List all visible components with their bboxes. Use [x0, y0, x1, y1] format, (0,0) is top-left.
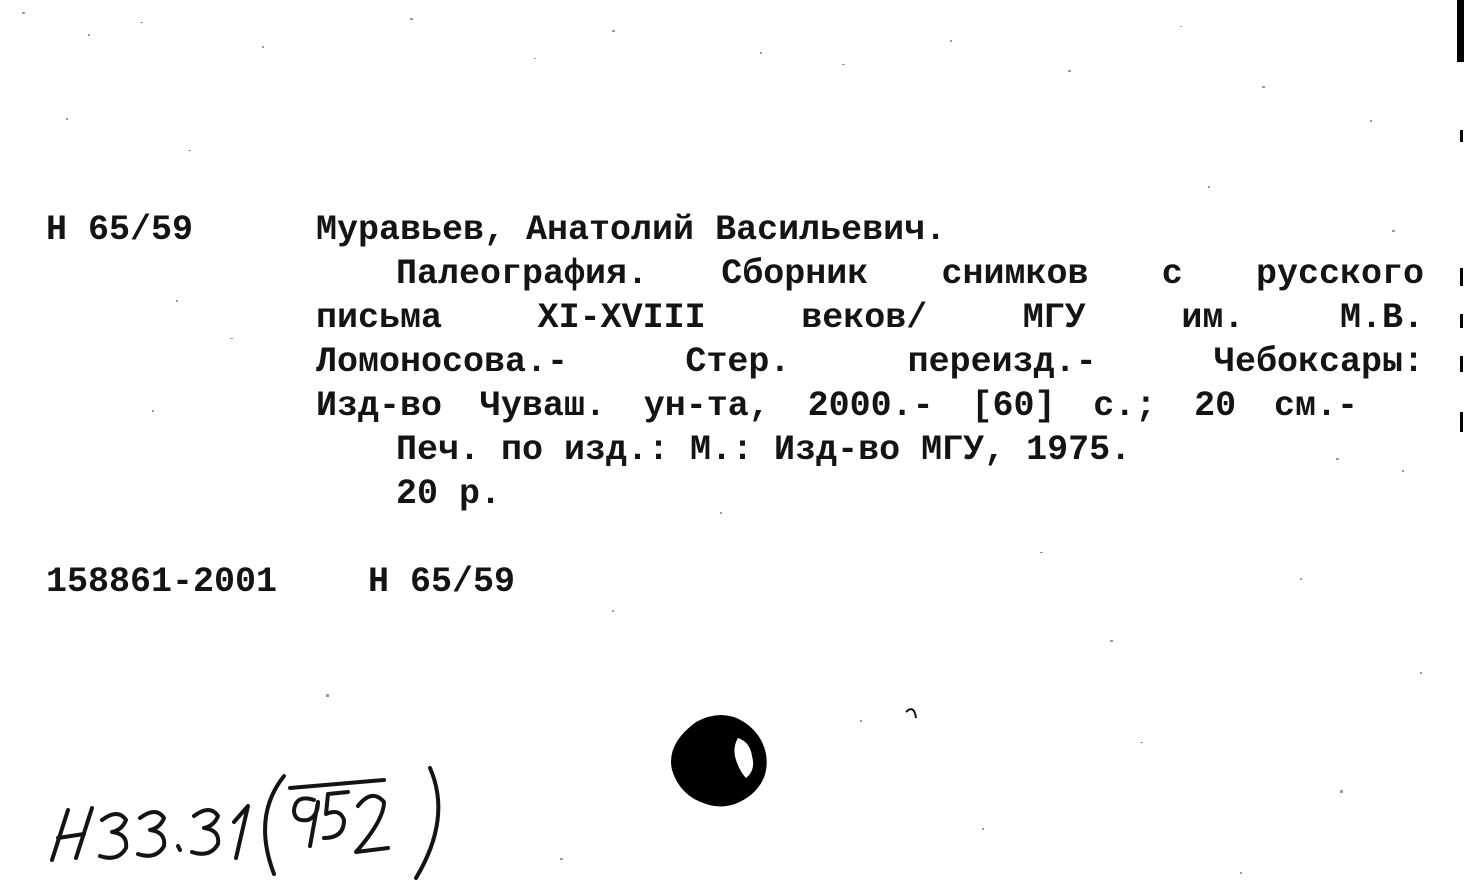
price: 20 р.	[396, 474, 502, 514]
title-word: им.	[1181, 298, 1245, 338]
title-word: веков/	[801, 298, 928, 338]
title-word: МГУ	[1022, 298, 1086, 338]
title-word: 2000.-	[807, 386, 934, 426]
punch-hole-icon	[666, 712, 776, 810]
title-word: [60]	[971, 386, 1056, 426]
scan-edge-mark	[1460, 268, 1463, 286]
title-word: Палеография.	[396, 254, 649, 294]
scan-edge-mark	[1460, 356, 1463, 372]
accession-call-number: Н 65/59	[368, 562, 516, 602]
title-word: Изд-во	[316, 386, 443, 426]
call-number: Н 65/59	[46, 210, 194, 250]
title-word: Чуваш.	[479, 386, 606, 426]
title-line-2	[316, 298, 1424, 338]
scan-edge-mark	[1460, 412, 1463, 432]
handwritten-shelfmark-icon	[38, 762, 458, 882]
title-word: XI-XVIII	[537, 298, 706, 338]
title-word: с	[1161, 254, 1183, 294]
author-heading: Муравьев, Анатолий Васильевич.	[316, 210, 947, 250]
scan-edge-mark	[1460, 130, 1463, 142]
title-line-1	[396, 254, 1424, 294]
scan-edge-mark	[1460, 314, 1463, 328]
title-word: с.;	[1093, 386, 1157, 426]
title-word: письма	[316, 298, 443, 338]
title-line-4	[316, 386, 1358, 426]
reprint-note: Печ. по изд.: М.: Изд-во МГУ, 1975.	[396, 430, 1132, 470]
title-word: переизд.-	[907, 342, 1097, 382]
title-line-3	[316, 342, 1424, 382]
title-word: Сборник	[721, 254, 869, 294]
title-word: Стер.	[685, 342, 791, 382]
title-word: см.-	[1273, 386, 1358, 426]
scan-edge	[1457, 0, 1464, 62]
title-word: русского	[1255, 254, 1424, 294]
title-word: 20	[1194, 386, 1237, 426]
title-word: Чебоксары:	[1213, 342, 1424, 382]
title-word: ун-та,	[643, 386, 770, 426]
title-word: Ломоносова.-	[316, 342, 569, 382]
title-word: М.В.	[1339, 298, 1424, 338]
accession-number: 158861-2001	[46, 562, 278, 602]
title-word: снимков	[941, 254, 1089, 294]
